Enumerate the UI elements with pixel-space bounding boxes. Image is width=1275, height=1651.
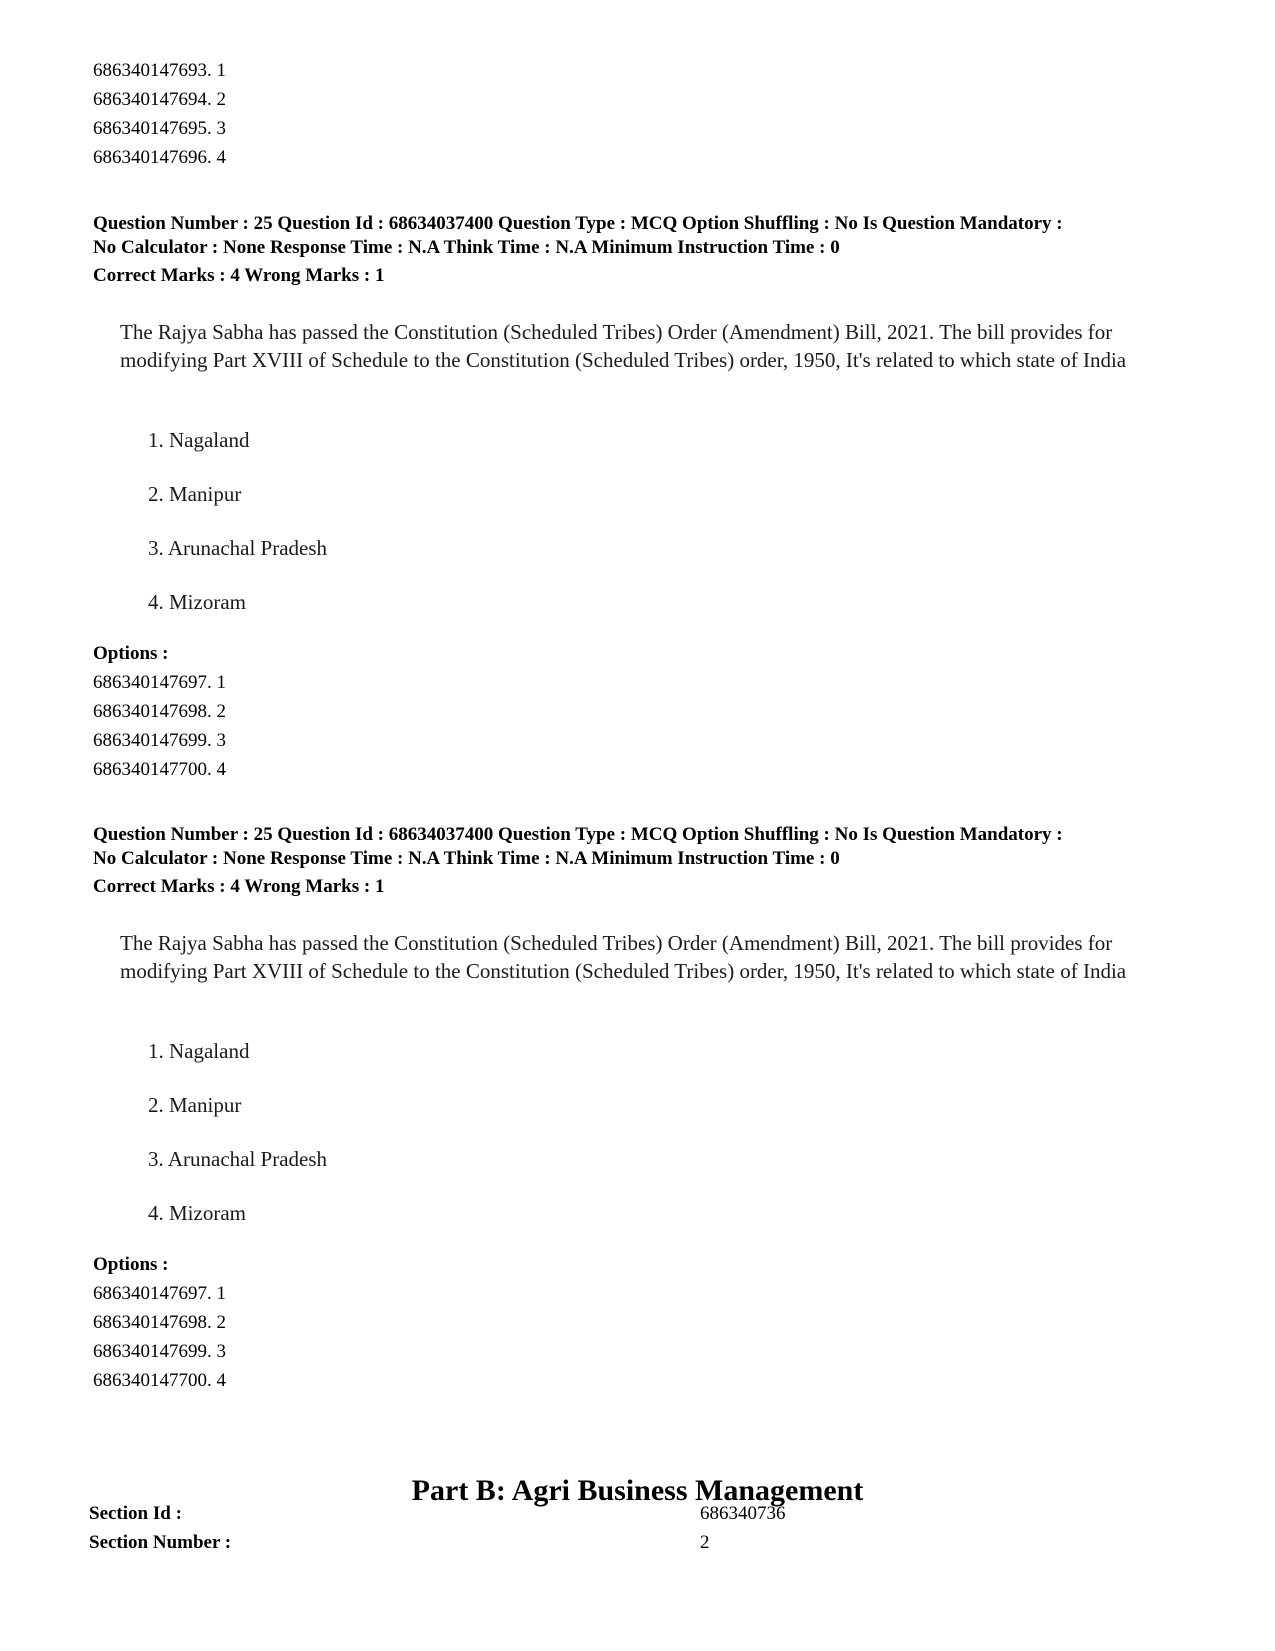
answer-choice: 3. Arunachal Pradesh: [148, 536, 328, 560]
option-line: 686340147700. 4: [93, 1370, 226, 1391]
question-marks: Correct Marks : 4 Wrong Marks : 1: [93, 265, 385, 286]
answer-choice: 2. Manipur: [148, 482, 242, 506]
question-meta: Question Number : 25 Question Id : 68634037400 Question Type : MCQ Option Shuffling : No Is Question Mandatory :: [93, 213, 1063, 234]
option-line: 686340147699. 3: [93, 1341, 226, 1362]
option-line: 686340147696. 4: [93, 147, 226, 168]
option-line: 686340147698. 2: [93, 1312, 226, 1333]
answer-choice: 1. Nagaland: [148, 428, 250, 452]
section-title: Part B: Agri Business Management: [411, 1474, 864, 1507]
option-line: 686340147694. 2: [93, 89, 226, 110]
answer-choice: 3. Arunachal Pradesh: [148, 1147, 328, 1171]
options-label: Options :: [93, 1254, 169, 1275]
question-text: The Rajya Sabha has passed the Constitution (Scheduled Tribes) Order (Amendment) Bill, 2021. The bill provides for modifying Part XVIII of Schedule to the Constitution (Scheduled Tribes) order, 1950, It's related to which state of India: [120, 320, 1127, 372]
section-id-value: 686340736: [700, 1503, 786, 1524]
question-marks: Correct Marks : 4 Wrong Marks : 1: [93, 876, 385, 897]
section-number-label: Section Number :: [89, 1532, 232, 1553]
question-text: The Rajya Sabha has passed the Constitution (Scheduled Tribes) Order (Amendment) Bill, 2021. The bill provides for modifying Part XVIII of Schedule to the Constitution (Scheduled Tribes) order, 1950, It's related to which state of India: [120, 931, 1127, 983]
answer-choice: 2. Manipur: [148, 1093, 242, 1117]
option-line: 686340147698. 2: [93, 701, 226, 722]
option-line: 686340147699. 3: [93, 730, 226, 751]
section-id-label: Section Id :: [89, 1503, 182, 1524]
option-line: 686340147695. 3: [93, 118, 226, 139]
options-label: Options :: [93, 643, 169, 664]
option-line: 686340147693. 1: [93, 60, 226, 81]
option-line: 686340147697. 1: [93, 1283, 226, 1304]
option-line: 686340147697. 1: [93, 672, 226, 693]
question-meta: No Calculator : None Response Time : N.A Think Time : N.A Minimum Instruction Time : 0: [93, 848, 840, 869]
answer-choice: 4. Mizoram: [148, 1201, 246, 1225]
answer-choice: 1. Nagaland: [148, 1039, 250, 1063]
section-number-value: 2: [700, 1532, 710, 1553]
answer-choice: 4. Mizoram: [148, 590, 246, 614]
question-meta: Question Number : 25 Question Id : 68634037400 Question Type : MCQ Option Shuffling : No Is Question Mandatory :: [93, 824, 1063, 845]
option-line: 686340147700. 4: [93, 759, 226, 780]
question-meta: No Calculator : None Response Time : N.A Think Time : N.A Minimum Instruction Time : 0: [93, 237, 840, 258]
